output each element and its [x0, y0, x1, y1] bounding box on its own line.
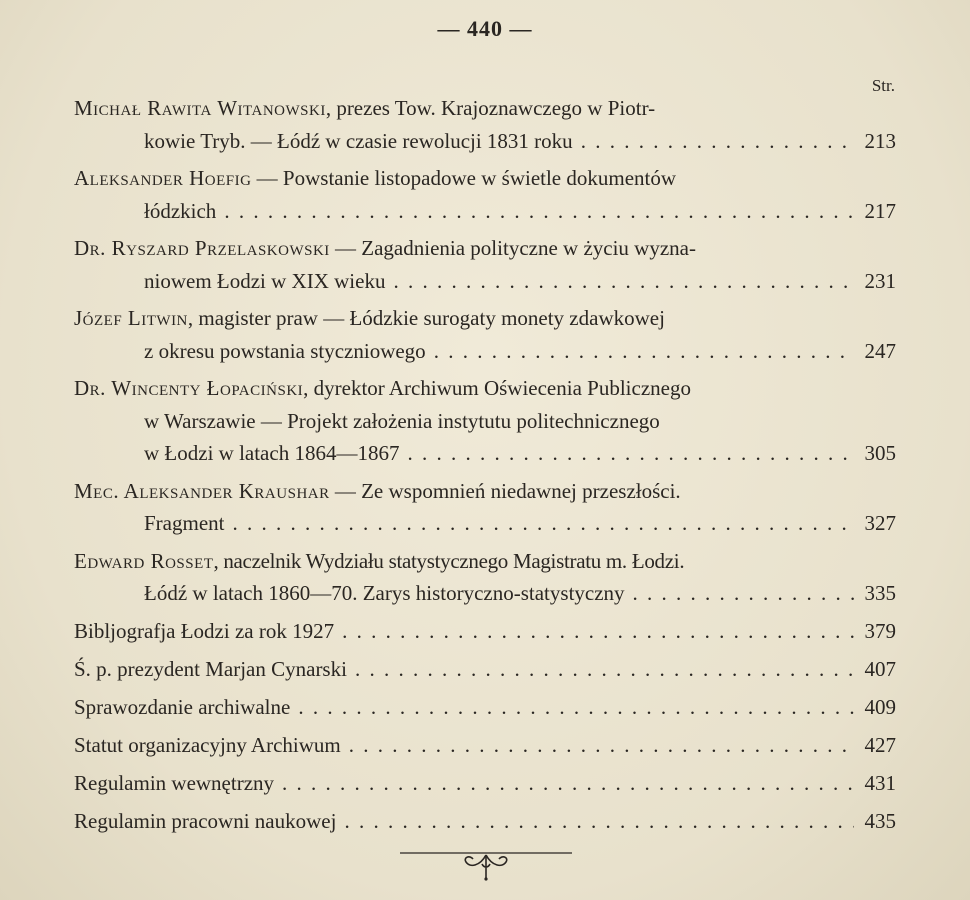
toc-entry-rosset — [74, 545, 896, 610]
entry-title: Statut organizacyjny Archiwum — [74, 732, 341, 757]
entry-text: , prezes Tow. Krajoznawczego w Piotr- — [325, 96, 656, 120]
toc-entry-first-line — [74, 162, 676, 195]
entry-page: 379 — [864, 618, 896, 643]
dot-leader — [393, 265, 854, 298]
toc-entry-simple — [74, 691, 896, 724]
dot-leader — [298, 691, 854, 724]
toc-entry-title-line — [74, 437, 896, 470]
entry-title: Bibljografja Łodzi za rok 1927 — [74, 618, 335, 643]
entry-text: , naczelnik Wydziału statystycznego Magistratu m. Łodzi. — [213, 548, 685, 573]
table-of-contents — [74, 92, 896, 843]
toc-entry-title-line — [74, 729, 896, 762]
toc-entry-title-line — [74, 691, 896, 724]
toc-entry-first-line — [74, 372, 691, 405]
author-name: Edward Rosset — [74, 548, 214, 573]
author-name: Aleksander Hoefig — [74, 166, 252, 190]
dot-leader — [355, 653, 854, 686]
toc-entry-title-line — [74, 405, 896, 438]
toc-entry-first-line — [74, 232, 696, 265]
page-column-header: Str. — [871, 76, 895, 95]
entry-text: — Ze wspomnień niedawnej przeszłości. — [329, 478, 681, 503]
dot-leader — [224, 195, 854, 228]
fleuron-divider-icon — [400, 846, 572, 886]
toc-entry-first-line — [74, 475, 681, 508]
entry-page: 217 — [864, 198, 896, 223]
toc-entry-simple — [74, 615, 896, 648]
toc-entry-line — [74, 232, 896, 265]
toc-entry-line — [74, 545, 896, 578]
toc-entry-title-line — [74, 265, 896, 298]
toc-entry-title-line — [74, 577, 896, 610]
entry-page: 335 — [864, 581, 896, 605]
dot-leader — [282, 767, 854, 800]
entry-title: w Łodzi w latach 1864—1867 — [144, 441, 400, 465]
author-name: Mec. Aleksander Kraushar — [74, 478, 330, 503]
entry-page: 409 — [864, 694, 896, 719]
entry-title: Sprawozdanie archiwalne — [74, 694, 291, 719]
entry-title: Fragment — [144, 511, 225, 535]
entry-title: Ś. p. prezydent Marjan Cynarski — [74, 656, 347, 681]
entry-title: w Warszawie — Projekt założenia instytutu politechnicznego — [144, 408, 660, 433]
entry-text: , dyrektor Archiwum Oświecenia Publicznego — [303, 376, 691, 400]
toc-entry-simple — [74, 767, 896, 800]
dot-leader — [344, 805, 854, 838]
author-name: Michał Rawita Witanowski — [74, 96, 326, 120]
entry-page: 431 — [864, 770, 896, 795]
toc-entry-line — [74, 92, 896, 125]
toc-entry-title-line — [74, 767, 896, 800]
toc-entry-first-line — [74, 302, 665, 335]
toc-entry-simple — [74, 729, 896, 762]
author-name: Dr. Wincenty Łopaciński — [74, 376, 304, 400]
toc-entry-hoefig — [74, 162, 896, 227]
dot-leader — [232, 507, 854, 540]
entry-title: Regulamin pracowni naukowej — [74, 808, 337, 833]
entry-page: 327 — [864, 511, 896, 535]
entry-title: Łódź w latach 1860—70. Zarys historyczno-statystyczny — [144, 581, 625, 605]
entry-page: 305 — [864, 441, 896, 465]
toc-entry-lopacinski — [74, 372, 896, 470]
entry-page: 427 — [864, 732, 896, 757]
entry-text: — Zagadnienia polityczne w życiu wyzna- — [329, 236, 696, 260]
toc-entry-title-line — [74, 335, 896, 368]
dot-leader — [633, 577, 854, 610]
toc-entry-title-line — [74, 125, 896, 158]
toc-entry-title-line — [74, 195, 896, 228]
toc-entry-litwin — [74, 302, 896, 367]
toc-entry-first-line — [74, 92, 655, 125]
dot-leader — [407, 437, 854, 470]
dot-leader — [349, 729, 854, 762]
page-number: — 440 — — [437, 16, 533, 41]
entry-page: 231 — [864, 268, 896, 293]
toc-entry-witanowski — [74, 92, 896, 157]
toc-entry-przelaskowski — [74, 232, 896, 297]
toc-entry-simple — [74, 653, 896, 686]
entry-page: 213 — [864, 128, 896, 153]
author-name: Dr. Ryszard Przelaskowski — [74, 236, 330, 260]
entry-text: , magister praw — Łódzkie surogaty monety zdawkowej — [187, 306, 665, 330]
toc-entry-line — [74, 302, 896, 335]
entry-title: niowem Łodzi w XIX wieku — [144, 268, 386, 293]
entry-text: — Powstanie listopadowe w świetle dokumentów — [251, 166, 677, 190]
dot-leader — [342, 615, 854, 648]
entry-title: kowie Tryb. — Łódź w czasie rewolucji 1831 roku — [144, 128, 573, 153]
entry-title: Regulamin wewnętrzny — [74, 770, 275, 795]
entry-page: 247 — [864, 338, 896, 363]
toc-entry-title-line — [74, 507, 896, 540]
toc-entry-title-line — [74, 615, 896, 648]
dot-leader — [581, 125, 854, 158]
entry-title: łódzkich — [144, 198, 217, 223]
toc-entry-title-line — [74, 805, 896, 838]
entry-page: 407 — [864, 656, 896, 681]
entry-title: z okresu powstania styczniowego — [144, 338, 426, 363]
toc-entry-line — [74, 162, 896, 195]
toc-entry-line — [74, 475, 896, 508]
toc-entry-first-line — [74, 545, 684, 578]
toc-entry-line — [74, 372, 896, 405]
toc-entry-simple — [74, 805, 896, 838]
dot-leader — [434, 335, 854, 368]
entry-page: 435 — [864, 808, 896, 833]
toc-entry-title-line — [74, 653, 896, 686]
author-name: Józef Litwin — [74, 306, 188, 330]
toc-entry-kraushar — [74, 475, 896, 540]
